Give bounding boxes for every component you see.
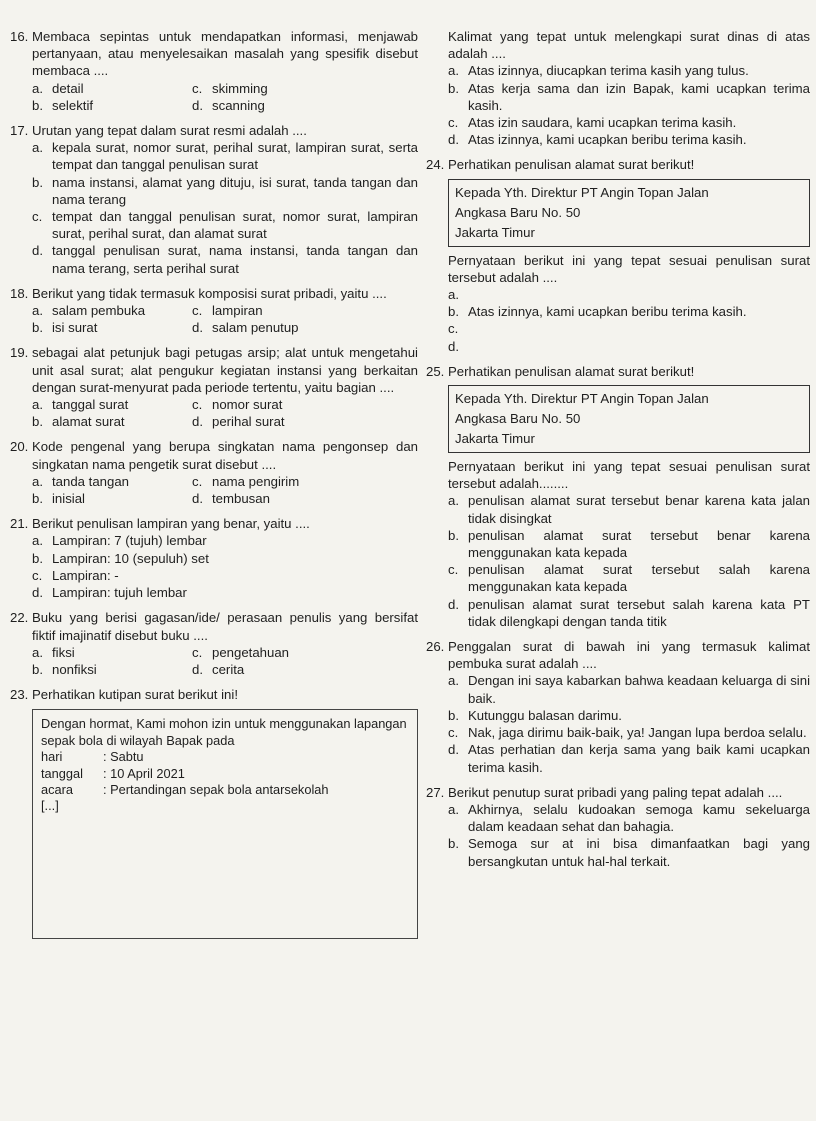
option-letter: b. xyxy=(32,661,43,677)
option-letter: d. xyxy=(448,742,459,758)
option-letter: d. xyxy=(448,338,459,354)
answer-options xyxy=(10,473,418,507)
question-stem xyxy=(426,638,810,672)
option-text: Lampiran: - xyxy=(52,567,119,583)
option-text: Atas izinnya, diucapkan terima kasih yang tulus. xyxy=(468,63,749,79)
address-line: Angkasa Baru No. 50 xyxy=(455,204,581,220)
letter-row xyxy=(41,782,409,798)
option-letter: d. xyxy=(192,661,203,677)
option-text: pengetahuan xyxy=(212,644,290,660)
answer-option xyxy=(192,97,418,114)
option-text: perihal surat xyxy=(212,414,285,430)
option-text: Kutunggu balasan darimu. xyxy=(468,707,622,723)
answer-option xyxy=(448,707,810,724)
question-text: sebagai alat petunjuk bagi petugas arsip; alat untuk mengetahui unit asal surat; alat pengukur kegiatan instansi yang berkaitan dengan surat-menyurat pada periode tertentu, yaitu bagian .... xyxy=(32,345,418,395)
answer-option xyxy=(192,661,418,678)
option-text: penulisan alamat surat tersebut salah karena menggunakan kata kepada xyxy=(468,562,810,595)
address-line: Kepada Yth. Direktur PT Angin Topan Jalan xyxy=(455,184,709,200)
letter-intro: Dengan hormat, Kami mohon izin untuk menggunakan lapangan sepak bola di wilayah Bapak pada xyxy=(41,716,407,748)
answer-options xyxy=(426,62,810,148)
address-line: Jakarta Timur xyxy=(455,431,535,447)
option-letter: b. xyxy=(448,80,459,96)
option-text: Atas izinnya, kami ucapkan beribu terima kasih. xyxy=(468,132,747,148)
answer-option xyxy=(32,208,418,242)
question-stem xyxy=(10,686,418,703)
option-letter: a. xyxy=(448,673,459,689)
answer-options xyxy=(426,286,810,355)
question-text: Penggalan surat di bawah ini yang termasuk kalimat pembuka surat adalah .... xyxy=(448,639,810,672)
question-16 xyxy=(10,28,418,114)
option-text: Atas izinnya, kami ucapkan beribu terima kasih. xyxy=(468,304,747,320)
answer-option xyxy=(32,532,418,549)
answer-options xyxy=(10,644,418,678)
question-text: Berikut penutup surat pribadi yang paling tepat adalah .... xyxy=(448,784,783,800)
question-number: 26. xyxy=(426,639,445,655)
question-text: Urutan yang tepat dalam surat resmi adalah .... xyxy=(32,123,307,139)
answer-option xyxy=(448,527,810,561)
option-letter: c. xyxy=(192,303,203,319)
option-letter: d. xyxy=(448,132,459,148)
answer-option xyxy=(32,242,418,276)
option-letter: a. xyxy=(32,303,43,319)
answer-option xyxy=(32,550,418,567)
option-text: Nak, jaga dirimu baik-baik, ya! Jangan lupa berdoa selalu. xyxy=(468,725,807,741)
option-text: penulisan alamat surat tersebut benar karena menggunakan kata kepada xyxy=(468,527,810,561)
option-text: Lampiran: 10 (sepuluh) set xyxy=(52,550,209,566)
question-22 xyxy=(10,609,418,678)
right-column xyxy=(426,0,810,870)
answer-option xyxy=(32,97,192,114)
answer-option xyxy=(448,80,810,114)
option-text: nomor surat xyxy=(212,397,283,413)
letter-value: : 10 April 2021 xyxy=(103,765,185,781)
question-stem xyxy=(10,609,418,643)
left-column xyxy=(10,0,418,939)
answer-options xyxy=(10,532,418,601)
option-text: Semoga sur at ini bisa dimanfaatkan bagi yang bersangkutan untuk hal-hal terkait. xyxy=(468,836,810,869)
option-letter: b. xyxy=(448,304,459,320)
answer-option xyxy=(192,644,418,661)
option-letter: d. xyxy=(192,97,203,113)
question-number: 16. xyxy=(10,29,29,44)
option-text: Lampiran: 7 (tujuh) lembar xyxy=(52,533,207,549)
option-text: kepala surat, nomor surat, perihal surat, lampiran surat, serta tempat dan tanggal penulisan surat xyxy=(52,140,418,173)
letter-key: acara xyxy=(41,781,74,797)
question-26 xyxy=(426,638,810,776)
option-letter: b. xyxy=(448,836,459,852)
option-text: Dengan ini saya kabarkan bahwa keadaan keluarga di sini baik. xyxy=(468,673,810,706)
answer-option xyxy=(192,473,418,490)
option-letter: a. xyxy=(448,63,459,79)
letter-key: hari xyxy=(41,749,63,765)
option-letter: a. xyxy=(32,473,43,489)
option-text: tembusan xyxy=(212,491,270,507)
answer-option xyxy=(32,319,192,336)
address-line: Kepada Yth. Direktur PT Angin Topan Jalan xyxy=(455,391,709,407)
option-letter: b. xyxy=(32,174,43,190)
question-stem-continued xyxy=(426,458,810,492)
answer-options xyxy=(10,139,418,277)
option-text: fiksi xyxy=(52,644,75,660)
option-text: penulisan alamat surat tersebut benar karena kata jalan tidak disingkat xyxy=(468,493,810,526)
answer-options xyxy=(10,302,418,336)
letter-value: : Sabtu xyxy=(103,749,144,765)
answer-options xyxy=(426,672,810,775)
option-letter: c. xyxy=(32,209,43,225)
answer-option xyxy=(448,338,810,355)
option-text: skimming xyxy=(212,80,268,96)
answer-option xyxy=(32,661,192,678)
option-letter: a. xyxy=(448,287,459,303)
question-24 xyxy=(426,156,810,354)
question-continued xyxy=(426,28,810,148)
answer-option xyxy=(448,835,810,869)
question-text: Kalimat yang tepat untuk melengkapi surat dinas di atas adalah .... xyxy=(448,29,810,62)
address-box xyxy=(448,385,810,453)
answer-option xyxy=(32,490,192,507)
question-text: Perhatikan penulisan alamat surat berikut! xyxy=(448,363,695,379)
option-text: Atas kerja sama dan izin Bapak, kami ucapkan terima kasih. xyxy=(468,80,810,113)
answer-option xyxy=(448,561,810,595)
option-text: tanggal surat xyxy=(52,397,129,413)
answer-option xyxy=(192,80,418,97)
question-27 xyxy=(426,784,810,870)
option-letter: d. xyxy=(448,596,459,612)
option-letter: a. xyxy=(448,493,459,509)
answer-option xyxy=(32,80,192,97)
option-letter: a. xyxy=(32,533,43,549)
question-23 xyxy=(10,686,418,939)
answer-option xyxy=(448,596,810,630)
option-text: detail xyxy=(52,80,84,96)
answer-option xyxy=(448,801,810,835)
answer-option xyxy=(192,319,418,336)
option-letter: c. xyxy=(448,321,459,337)
option-letter: b. xyxy=(32,550,43,566)
answer-option xyxy=(448,741,810,775)
answer-option xyxy=(192,302,418,319)
option-letter: c. xyxy=(448,115,459,131)
question-stem xyxy=(10,285,418,302)
answer-option xyxy=(32,473,192,490)
option-text: tanggal penulisan surat, nama instansi, tanda tangan dan nama terang, serta perihal surat xyxy=(52,243,418,276)
question-number: 27. xyxy=(426,784,445,800)
letter-ellipsis: [...] xyxy=(41,798,59,814)
option-letter: d. xyxy=(192,320,203,336)
letter-excerpt xyxy=(32,709,418,939)
question-stem xyxy=(10,515,418,532)
answer-option xyxy=(192,490,418,507)
question-stem xyxy=(426,156,810,173)
option-text: cerita xyxy=(212,661,245,677)
option-letter: b. xyxy=(32,320,43,336)
question-18 xyxy=(10,285,418,337)
question-text: Berikut yang tidak termasuk komposisi surat pribadi, yaitu .... xyxy=(32,285,387,301)
address-line: Jakarta Timur xyxy=(455,224,535,240)
answer-options xyxy=(426,801,810,870)
answer-option xyxy=(448,114,810,131)
answer-option xyxy=(192,413,418,430)
letter-row xyxy=(41,766,409,782)
question-19 xyxy=(10,344,418,430)
option-text: alamat surat xyxy=(52,414,125,430)
question-stem xyxy=(426,28,810,62)
address-line: Angkasa Baru No. 50 xyxy=(455,411,581,427)
option-text: isi surat xyxy=(52,320,98,336)
option-letter: c. xyxy=(192,80,203,96)
answer-option xyxy=(448,303,810,320)
option-letter: c. xyxy=(192,473,203,489)
option-letter: d. xyxy=(192,414,203,430)
question-text: Buku yang berisi gagasan/ide/ perasaan penulis yang bersifat fiktif imajinatif disebut buku .... xyxy=(32,610,418,643)
option-letter: b. xyxy=(448,707,459,723)
answer-option xyxy=(192,396,418,413)
question-number: 22. xyxy=(10,610,29,626)
answer-option xyxy=(448,320,810,337)
question-number: 21. xyxy=(10,516,29,532)
option-text: Atas perhatian dan kerja sama yang baik kami ucapkan terima kasih. xyxy=(468,742,810,775)
answer-option xyxy=(32,139,418,173)
question-text: Berikut penulisan lampiran yang benar, yaitu .... xyxy=(32,516,310,532)
option-letter: a. xyxy=(32,140,43,156)
option-letter: c. xyxy=(32,567,43,583)
option-letter: c. xyxy=(192,397,203,413)
question-stem-continued xyxy=(426,252,810,286)
question-number: 18. xyxy=(10,285,29,301)
option-letter: b. xyxy=(32,97,43,113)
option-text: Lampiran: tujuh lembar xyxy=(52,585,187,601)
option-letter: b. xyxy=(32,414,43,430)
answer-option xyxy=(32,567,418,584)
option-text: Atas izin saudara, kami ucapkan terima kasih. xyxy=(468,115,737,131)
option-text: salam pembuka xyxy=(52,303,146,319)
address-box xyxy=(448,179,810,247)
answer-option xyxy=(448,672,810,706)
option-letter: a. xyxy=(32,397,43,413)
option-letter: d. xyxy=(32,243,43,259)
option-letter: a. xyxy=(32,644,43,660)
option-text: selektif xyxy=(52,97,94,113)
question-text: Perhatikan kutipan surat berikut ini! xyxy=(32,687,238,703)
question-text: Kode pengenal yang berupa singkatan nama pengonsep dan singkatan nama pengetik surat disebut .... xyxy=(32,439,418,472)
question-stem xyxy=(426,363,810,380)
option-text: nama instansi, alamat yang dituju, isi surat, tanda tangan dan nama terang xyxy=(52,174,418,207)
option-text: Akhirnya, selalu kudoakan semoga kamu sekeluarga dalam keadaan sehat dan bahagia. xyxy=(468,801,810,835)
option-letter: d. xyxy=(32,585,43,601)
answer-option xyxy=(32,413,192,430)
question-number: 19. xyxy=(10,345,29,361)
question-number: 24. xyxy=(426,157,445,173)
question-number xyxy=(426,28,448,62)
question-text-2: Pernyataan berikut ini yang tepat sesuai penulisan surat tersebut adalah .... xyxy=(448,252,810,285)
question-25 xyxy=(426,363,810,630)
option-letter: a. xyxy=(448,801,459,817)
question-number: 17. xyxy=(10,123,29,139)
indent xyxy=(426,252,448,286)
question-17 xyxy=(10,122,418,277)
answer-option xyxy=(32,174,418,208)
option-text: tanda tangan xyxy=(52,473,130,489)
question-21 xyxy=(10,515,418,601)
option-text: inisial xyxy=(52,491,85,507)
option-letter: a. xyxy=(32,80,43,96)
answer-option xyxy=(448,62,810,79)
question-stem xyxy=(10,344,418,396)
option-letter: d. xyxy=(192,491,203,507)
indent xyxy=(426,458,448,492)
answer-options xyxy=(10,80,418,114)
answer-option xyxy=(32,584,418,601)
option-letter: b. xyxy=(32,491,43,507)
question-text: Perhatikan penulisan alamat surat berikut! xyxy=(448,157,695,173)
question-stem xyxy=(10,122,418,139)
option-text: salam penutup xyxy=(212,320,299,336)
option-text: penulisan alamat surat tersebut salah karena kata PT tidak dilengkapi dengan tanda titik xyxy=(468,596,810,629)
answer-options xyxy=(426,492,810,630)
question-stem xyxy=(426,784,810,801)
option-letter: b. xyxy=(448,527,459,543)
question-number: 20. xyxy=(10,439,29,455)
option-text: tempat dan tanggal penulisan surat, nomor surat, lampiran surat, perihal surat, dan alamat surat xyxy=(52,209,418,242)
letter-key: tanggal xyxy=(41,765,83,781)
question-number: 25. xyxy=(426,363,445,379)
question-number: 23. xyxy=(10,687,29,703)
option-letter: c. xyxy=(192,644,203,660)
question-stem xyxy=(10,28,418,80)
option-letter: c. xyxy=(448,725,459,741)
answer-option xyxy=(448,724,810,741)
question-text: Membaca sepintas untuk mendapatkan informasi, menjawab pertanyaan, atau menyelesaikan masalah yang spesifik disebut membaca .... xyxy=(32,29,418,79)
answer-option xyxy=(32,644,192,661)
answer-option xyxy=(32,302,192,319)
answer-option xyxy=(32,396,192,413)
option-text: nonfiksi xyxy=(52,661,97,677)
letter-row xyxy=(41,749,409,765)
question-20 xyxy=(10,438,418,507)
question-text-2: Pernyataan berikut ini yang tepat sesuai penulisan surat tersebut adalah........ xyxy=(448,459,810,492)
option-text: nama pengirim xyxy=(212,473,300,489)
option-text: lampiran xyxy=(212,303,263,319)
answer-options xyxy=(10,396,418,430)
answer-option xyxy=(448,286,810,303)
option-text: scanning xyxy=(212,97,265,113)
answer-option xyxy=(448,131,810,148)
question-stem xyxy=(10,438,418,472)
answer-option xyxy=(448,492,810,526)
option-letter: c. xyxy=(448,562,459,578)
letter-value: : Pertandingan sepak bola antarsekolah xyxy=(103,781,329,797)
